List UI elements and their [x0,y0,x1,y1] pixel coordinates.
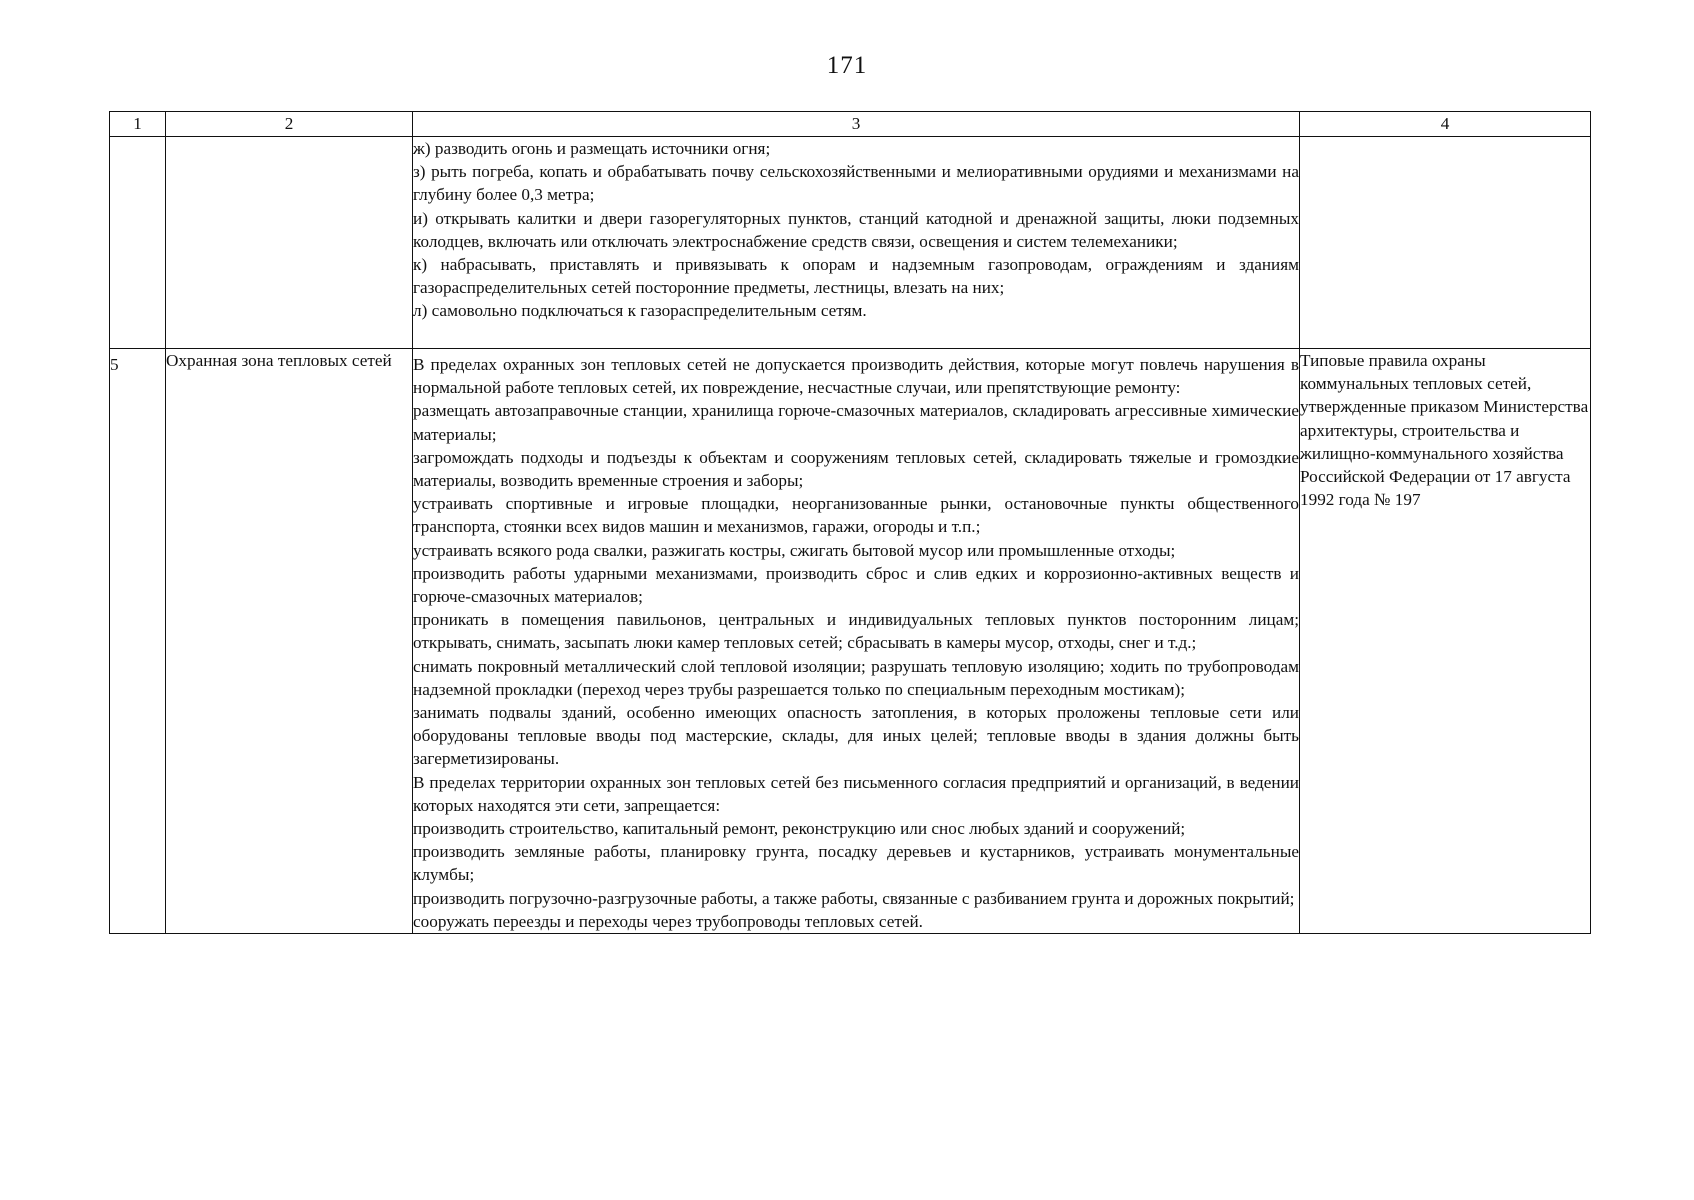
requirement-line: и) открывать калитки и двери газорегуляторных пунктов, станций катодной и дренажной защиты, люки подземных колодцев, включать или отключать электроснабжение средств связи, освещения и систем телемеханики; [413,208,1299,251]
requirement-line: устраивать всякого рода свалки, разжигать костры, сжигать бытовой мусор или промышленные отходы; [413,540,1176,560]
requirement-line: л) самовольно подключаться к газораспределительным сетям. [413,301,867,321]
requirement-line: В пределах охранных зон тепловых сетей не допускается производить действия, которые могут повлечь нарушения в нормальной работе тепловых сетей, их повреждение, несчастные случаи, или препятствующие ремонту: [413,355,1299,398]
table-header-row [110,112,1591,137]
requirement-line: производить погрузочно-разгрузочные работы, а также работы, связанные с разбиванием грунта и дорожных покрытий; [413,888,1295,908]
requirement-line: занимать подвалы зданий, особенно имеющих опасность затопления, в которых проложены тепловые сети или оборудованы тепловые вводы под мастерские, склады, для иных целей; тепловые вводы в здания должны быть загерметизированы. [413,703,1299,769]
column-header-2: 2 [166,112,413,137]
requirement-line: В пределах территории охранных зон тепловых сетей без письменного согласия предприятий и организаций, в ведении которых находятся эти сети, запрещается: [413,772,1299,815]
zone-name-cell [166,137,413,349]
requirement-line: ж) разводить огонь и размещать источники огня; [413,139,771,158]
requirement-line: производить земляные работы, планировку грунта, посадку деревьев и кустарников, устраивать монументальные клумбы; [413,842,1299,885]
legal-source-cell [1300,137,1591,349]
requirements-cell [413,137,1300,349]
requirement-line: з) рыть погреба, копать и обрабатывать почву сельскохозяйственными и мелиоративными орудиями и механизмами на глубину более 0,3 метра; [413,162,1299,205]
zone-name-cell: Охранная зона тепловых сетей [166,349,413,934]
requirement-line: размещать автозаправочные станции, хранилища горюче-смазочных материалов, складировать агрессивные химические материалы; [413,401,1299,444]
row-number-cell [110,137,166,349]
table-row-continuation [110,137,1591,349]
requirement-line: проникать в помещения павильонов, центральных и индивидуальных тепловых пунктов посторонним лицам; открывать, снимать, засыпать люки камер тепловых сетей; сбрасывать в камеры мусор, отходы, снег и т.д.; [413,610,1299,653]
requirement-line: производить работы ударными механизмами, производить сброс и слив едких и коррозионно-активных веществ и горюче-смазочных материалов; [413,563,1299,607]
requirement-line: устраивать спортивные и игровые площадки, неорганизованные рынки, остановочные пункты общественного транспорта, стоянки всех видов машин и механизмов, гаражи, огороды и т.п.; [413,494,1299,537]
restrictions-table [109,111,1591,934]
column-header-4: 4 [1300,112,1591,137]
requirement-line: сооружать переезды и переходы через трубопроводы тепловых сетей. [413,911,923,931]
legal-source-cell: Типовые правила охраны коммунальных тепловых сетей, утвержденные приказом Министерства архитектуры, строительства и жилищно-коммунального хозяйства Российской Федерации от 17 августа 1992 года № 197 [1300,349,1591,934]
column-header-1: 1 [110,112,166,137]
requirement-line: снимать покровный металлический слой тепловой изоляции; разрушать тепловую изоляцию; ходить по трубопроводам надземной прокладки (переход через трубы разрешается только по специальным переходным мостикам); [413,656,1299,699]
column-header-3: 3 [413,112,1300,137]
requirement-line: производить строительство, капитальный ремонт, реконструкцию или снос любых зданий и сооружений; [413,819,1186,839]
table-row-5 [110,349,1591,934]
requirement-line: загромождать подходы и подъезды к объектам и сооружениям тепловых сетей, складировать тяжелые и громоздкие материалы, возводить временные строения и заборы; [413,447,1299,491]
page-number: 171 [826,52,868,79]
requirements-cell [413,349,1300,934]
row-number-cell: 5 [110,349,166,934]
requirement-line: к) набрасывать, приставлять и привязывать к опорам и надземным газопроводам, ограждениям и зданиям газораспределительных сетей посторонние предметы, лестницы, влезать на них; [413,255,1299,298]
